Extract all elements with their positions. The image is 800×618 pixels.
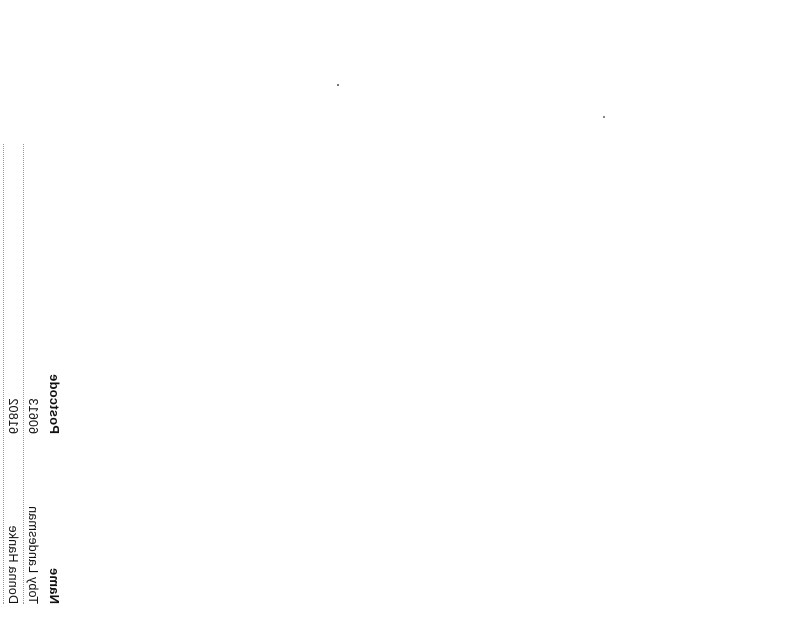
table-row (20, 144, 40, 604)
cell-postcode: 60613 (26, 398, 40, 434)
table-header-row (42, 144, 62, 604)
row-divider (3, 144, 4, 604)
column-header-postcode: Postcode (47, 373, 62, 434)
row-divider (23, 144, 24, 604)
rotated-table (0, 136, 62, 604)
cell-postcode: 61802 (6, 398, 20, 434)
column-header-name: Name (47, 567, 62, 604)
cell-name: Toby Landesman (26, 505, 40, 604)
scan-speck (603, 116, 605, 118)
table-row (0, 144, 20, 604)
scan-speck (337, 84, 339, 86)
cell-name: Donna Hanke (6, 525, 20, 604)
